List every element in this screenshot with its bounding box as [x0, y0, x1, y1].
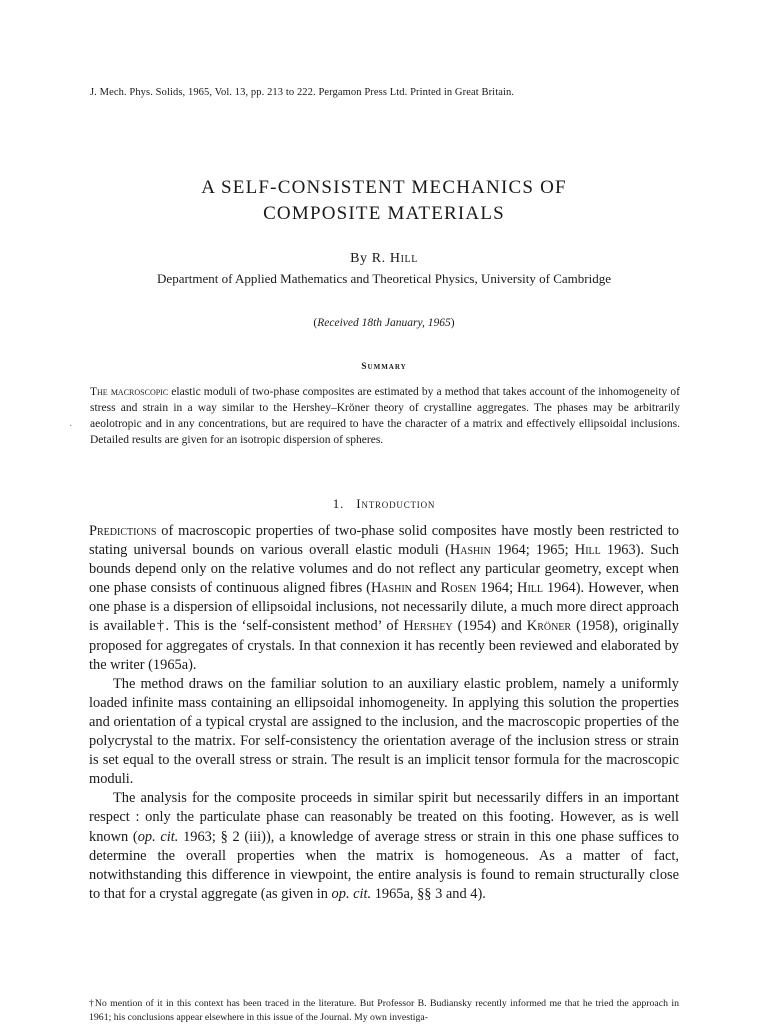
author-line	[0, 251, 768, 267]
received-open: (	[313, 317, 318, 329]
section-number: 1.	[332, 496, 345, 511]
received-text: Received 18th January, 1965	[317, 317, 451, 329]
summary-abstract	[90, 384, 680, 448]
p3-text-2: 1963; § 2 (iii)), a knowledge of average stress or strain in this one phase suffices to determine the overall properties when the matrix is homogeneous. As a matter of fact, notwithstanding this difference in viewpoint, the entire analysis is found to remain structurally close to that for a crystal aggregate (as given in	[89, 828, 679, 902]
paper-title	[0, 175, 768, 227]
paragraph-1	[89, 522, 679, 675]
author-affiliation: Department of Applied Mathematics and Theoretical Physics, University of Cambridge	[157, 271, 611, 286]
p1-text-4: and	[411, 580, 441, 597]
p1-lead: Predictions	[89, 523, 157, 539]
author-name: Hill	[389, 251, 418, 266]
summary-lead: The macroscopic	[90, 386, 169, 398]
received-close: )	[450, 317, 455, 329]
author-prefix: By R.	[350, 251, 390, 266]
ref-hill-2: Hill	[517, 580, 543, 597]
margin-mark: ·	[69, 421, 73, 432]
ref-hill-1: Hill	[574, 542, 601, 559]
p3-text-1: The analysis for the composite proceeds in similar spirit but necessarily differs in an important respect : only the particulate phase can reasonably be treated on this footing. However, as is well known (	[89, 790, 679, 845]
summary-heading: Summary	[361, 362, 407, 372]
title-line-1: A SELF-CONSISTENT MECHANICS OF	[201, 177, 567, 198]
ref-hashin-2: Hashin	[370, 580, 412, 597]
paragraph-3	[89, 789, 679, 904]
received-date	[0, 317, 768, 329]
p1-text-7: (1954) and	[452, 618, 527, 635]
journal-citation: J. Mech. Phys. Solids, 1965, Vol. 13, pp. 213 to 222. Pergamon Press Ltd. Printed in Great Britain.	[90, 87, 515, 98]
body-text	[89, 522, 679, 904]
footnote: †No mention of it in this context has been traced in the literature. But Professor B. Budiansky recently informed me that he tried the approach in 1961; his conclusions appear elsewhere in this issue of the Journal. My own investiga-	[89, 998, 679, 1023]
p3-italic-2: op. cit.	[331, 885, 372, 902]
ref-hashin-1: Hashin	[449, 542, 491, 559]
ref-kroner: Kröner	[526, 618, 572, 635]
summary-text: elastic moduli of two-phase composites are estimated by a method that takes account of the inhomogeneity of stress and strain in a way similar to the Hershey–Kröner theory of crystalline aggregates. The phases may be arbitrarily aeolotropic and in any concentrations, but are required to have the character of a matrix and effectively ellipsoidal inclusions. Detailed results are given for an isotropic dispersion of spheres.	[90, 386, 680, 446]
title-line-2: COMPOSITE MATERIALS	[263, 203, 505, 224]
p3-italic-1: op. cit.	[137, 828, 179, 845]
ref-rosen: Rosen	[440, 580, 477, 597]
p1-text-2: 1964; 1965;	[490, 542, 575, 559]
p1-text-8: (1958), originally proposed for aggregates of crystals. In that connexion it has recently been reviewed and elaborated by the writer (1965a).	[89, 618, 679, 673]
paragraph-2: The method draws on the familiar solution to an auxiliary elastic problem, namely a uniformly loaded infinite mass containing an ellipsoidal inhomogeneity. In applying this solution the properties and orientation of a typical crystal are assigned to the inclusion, and the macroscopic properties of the polycrystal to the matrix. For self-consistency the orientation average of the inclusion stress or strain is set equal to the overall stress or strain. The result is an implicit tensor formula for the macroscopic moduli.	[89, 675, 679, 788]
p1-text-5: 1964;	[476, 580, 518, 597]
p1-text-3: 1963). Such bounds depend only on the relative volumes and do not reflect any particular geometry, except when one phase consists of continuous aligned fibres (	[89, 542, 679, 597]
p1-text-1: of macroscopic properties of two-phase solid composites have mostly been restricted to stating universal bounds on various overall elastic moduli (	[89, 523, 679, 559]
ref-hershey: Hershey	[403, 618, 453, 635]
p3-text-3: 1965a, §§ 3 and 4).	[371, 885, 486, 902]
p1-text-6: 1964). However, when one phase is a dispersion of ellipsoidal inclusions, not necessarily dilute, a much more direct approach is available†. This is the ‘self-consistent method’ of	[89, 580, 679, 635]
section-heading	[0, 496, 768, 512]
section-title: Introduction	[356, 496, 436, 511]
